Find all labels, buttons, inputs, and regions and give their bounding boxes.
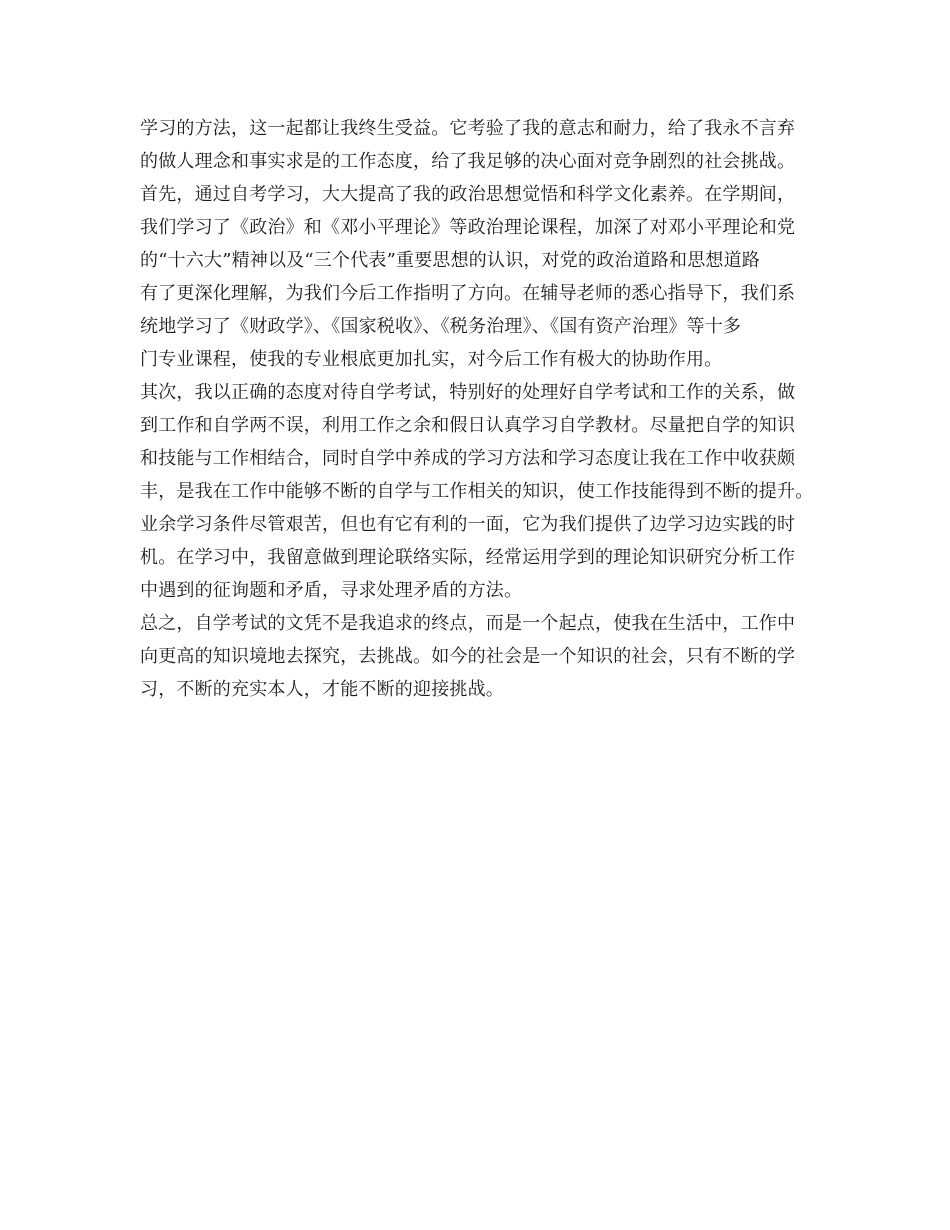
text-line: 门专业课程，使我的专业根底更加扎实，对今后工作有极大的协助作用。: [140, 349, 723, 370]
text-line: 向更高的知识境地去探究，去挑战。如今的社会是一个知识的社会，只有不断的学: [140, 646, 796, 667]
text-line: 的“十六大”精神以及“三个代表”重要思想的认识，对党的政治道路和思想道路: [140, 250, 761, 271]
document-body: [140, 112, 820, 706]
text-line: 其次，我以正确的态度对待自学考试，特别好的处理好自学考试和工作的关系，做: [140, 382, 796, 403]
text-line: 丰，是我在工作中能够不断的自学与工作相关的知识，使工作技能得到不断的提升。: [140, 481, 814, 502]
text-line: 总之，自学考试的文凭不是我追求的终点，而是一个起点，使我在生活中，工作中: [140, 613, 796, 634]
text-line: 的做人理念和事实求是的工作态度，给了我足够的决心面对竞争剧烈的社会挑战。: [140, 151, 796, 172]
text-line: 有了更深化理解，为我们今后工作指明了方向。在辅导老师的悉心指导下，我们系: [140, 283, 796, 304]
text-line: 机。在学习中，我留意做到理论联络实际，经常运用学到的理论知识研究分析工作: [140, 547, 796, 568]
text-line: 到工作和自学两不误，利用工作之余和假日认真学习自学教材。尽量把自学的知识: [140, 415, 796, 436]
text-line: 和技能与工作相结合，同时自学中养成的学习方法和学习态度让我在工作中收获颇: [140, 448, 796, 469]
text-line: 习，不断的充实本人，才能不断的迎接挑战。: [140, 679, 504, 700]
text-line: 业余学习条件尽管艰苦，但也有它有利的一面，它为我们提供了边学习边实践的时: [140, 514, 796, 535]
text-line: 首先，通过自考学习，大大提高了我的政治思想觉悟和科学文化素养。在学期间，: [140, 184, 796, 205]
text-line: 中遇到的征询题和矛盾，寻求处理矛盾的方法。: [140, 580, 523, 601]
text-line: 我们学习了《政治》和《邓小平理论》等政治理论课程，加深了对邓小平理论和党: [140, 217, 796, 238]
text-line: 统地学习了《财政学》、《国家税收》、《税务治理》、《国有资产治理》等十多: [140, 316, 742, 337]
text-line: 学习的方法，这一起都让我终生受益。它考验了我的意志和耐力，给了我永不言弃: [140, 118, 796, 139]
